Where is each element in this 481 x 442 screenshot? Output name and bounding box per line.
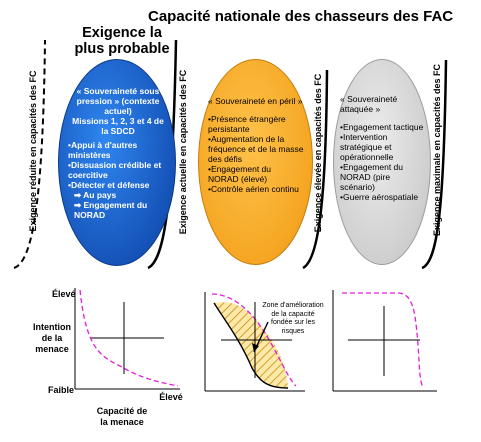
threat-graph-3 bbox=[333, 290, 437, 391]
scenario-1-item: ➡ Au pays bbox=[74, 190, 117, 200]
scenario-2-text bbox=[208, 96, 304, 194]
scenario-2-item: •Engagement du NORAD (élevé) bbox=[208, 164, 271, 184]
x-axis-title: Capacité de la menace bbox=[96, 406, 148, 427]
scenario-2-item: •Augmentation de la fréquence et de la masse des défis bbox=[208, 134, 304, 164]
scenario-1-text bbox=[68, 86, 168, 220]
maximal-requirement-label: Exigence maximale en capacités des FC bbox=[432, 63, 442, 237]
scenario-3-heading: « Souveraineté attaquée » bbox=[340, 94, 398, 114]
scenario-2-item: •Contrôle aérien continu bbox=[208, 184, 299, 194]
improvement-zone-note: Zone d'amélioration de la capacité fondée sur les risques bbox=[262, 302, 324, 335]
scenario-2-item: •Présence étrangère persistante bbox=[208, 114, 286, 134]
page-title: Capacité nationale des chasseurs des FAC bbox=[148, 8, 454, 25]
scenario-1-item: ➡ Engagement du NORAD bbox=[74, 200, 148, 220]
y-axis-low-label: Faible bbox=[48, 385, 75, 395]
scenario-2-heading: « Souveraineté en péril » bbox=[208, 96, 303, 106]
scenario-1-heading: « Souveraineté sous pression » (contexte actuel) bbox=[76, 86, 160, 116]
scenario-1-item: •Appui à d'autres ministères bbox=[68, 140, 138, 160]
reduced-requirement-label: Exigence réduite en capacités des FC bbox=[28, 70, 38, 232]
y-axis-title: Intention de la menace bbox=[33, 322, 71, 354]
x-axis-high-label: Élevé bbox=[159, 392, 183, 402]
threat-graph-1 bbox=[75, 288, 180, 389]
scenario-3-item: •Intervention stratégique et opérationnelle bbox=[340, 132, 394, 162]
scenario-1-subheading: Missions 1, 2, 3 et 4 de la SDCD bbox=[72, 116, 164, 136]
scenario-3-text bbox=[340, 94, 426, 202]
scenario-3-item: •Engagement du NORAD (pire scénario) bbox=[340, 162, 403, 192]
most-likely-label: Exigence la plus probable bbox=[74, 25, 170, 57]
scenario-3-item: •Guerre aérospatiale bbox=[340, 192, 419, 202]
high-requirement-label: Exigence élevée en capacités des FC bbox=[313, 73, 323, 233]
y-axis-high-label: Élevé bbox=[52, 289, 76, 299]
scenario-3-item: •Engagement tactique bbox=[340, 122, 424, 132]
scenario-1-item: •Dissuasion crédible et coercitive bbox=[68, 160, 162, 180]
current-requirement-label: Exigence actuelle en capacités des FC bbox=[178, 69, 188, 235]
scenario-1-item: •Détecter et défense bbox=[68, 180, 150, 190]
